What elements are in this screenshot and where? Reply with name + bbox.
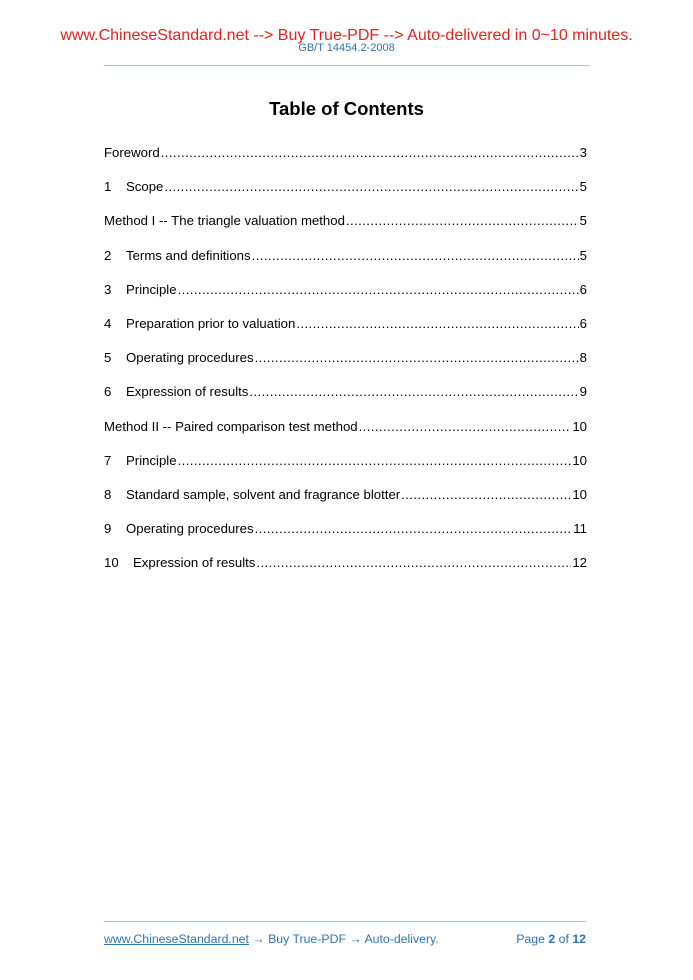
toc-dot-leader [178,452,572,469]
toc-dot-leader [401,486,571,503]
toc-entry-title: Method I -- The triangle valuation method [104,213,345,229]
toc-entry-page: 6 [579,315,587,331]
current-page-number: 2 [548,932,556,946]
header-divider [104,65,590,66]
footer-links [104,932,439,947]
toc-entry-title: Principle [126,452,177,468]
footer-divider [104,921,586,922]
toc-entry-number: 7 [104,452,112,468]
toc-entry[interactable] [104,247,587,281]
toc-entry[interactable] [104,281,587,315]
site-link[interactable]: www.ChineseStandard.net [104,932,249,946]
total-pages-number: 12 [572,932,586,946]
toc-entry-page: 5 [579,179,587,195]
toc-dot-leader [296,315,578,332]
toc-entry[interactable] [104,554,587,588]
toc-entry-page: 12 [572,555,587,571]
toc-entry-title: Principle [126,281,177,297]
toc-entry[interactable] [104,212,587,246]
buy-pdf-text: Buy True-PDF [268,932,346,946]
toc-entry-title: Scope [126,179,164,195]
toc-entry[interactable] [104,486,587,520]
toc-entry[interactable] [104,349,587,383]
toc-entry[interactable] [104,144,587,178]
toc-entry-page: 11 [573,521,587,537]
toc-entry-page: 10 [572,486,587,502]
toc-entry-page: 10 [572,452,587,468]
page-word: Page [516,932,545,946]
toc-entry-title: Expression of results [126,384,249,400]
toc-entry-number: 4 [104,315,112,331]
toc-entry-number: 3 [104,281,112,297]
toc-entry-page: 5 [579,213,587,229]
toc-entry-page: 3 [579,145,587,160]
toc-entry-number: 2 [104,247,112,263]
toc-entry-title: Operating procedures [126,521,254,537]
arrow-right-icon: → [349,932,362,946]
toc-entry-number: 8 [104,486,112,502]
toc-dot-leader [255,520,573,537]
toc-entry-page: 5 [579,247,587,263]
toc-entry[interactable] [104,383,587,417]
toc-entry-number: 10 [104,555,119,571]
arrow-right-icon: → [252,932,265,946]
toc-dot-leader [346,212,579,229]
toc-entry-page: 10 [572,418,587,434]
toc-entry-number: 6 [104,384,112,400]
toc-entry-page: 8 [579,350,587,366]
toc-entry-number: 1 [104,179,112,195]
toc-dot-leader [252,247,579,264]
toc-entry-title: Expression of results [133,555,256,571]
toc-entry[interactable] [104,418,587,452]
toc-dot-leader [249,383,578,400]
toc-entry-number: 5 [104,350,112,366]
toc-entry-title: Preparation prior to valuation [126,315,296,331]
page-indicator [516,932,586,947]
toc-dot-leader [178,281,579,298]
toc-entry-page: 9 [579,384,587,400]
purchase-banner[interactable]: www.ChineseStandard.net --> Buy True-PDF --> Auto-delivered in 0~10 minutes. [60,27,633,44]
toc-entry-title: Foreword [104,145,160,160]
toc-entry-title: Terms and definitions [126,247,251,263]
toc-entry-title: Operating procedures [126,350,254,366]
toc-entry-title: Standard sample, solvent and fragrance blotter [126,486,401,502]
page-title: Table of Contents [269,98,424,120]
toc-entry[interactable] [104,520,587,554]
toc-dot-leader [359,418,572,435]
toc-dot-leader [161,144,579,161]
toc-entry-page: 6 [579,281,587,297]
toc-entry[interactable] [104,452,587,486]
toc-entry[interactable] [104,178,587,212]
toc-dot-leader [256,554,571,571]
toc-entry-title: Method II -- Paired comparison test method [104,418,358,434]
toc-entry-number: 9 [104,521,112,537]
toc-dot-leader [255,349,579,366]
table-of-contents [104,144,587,588]
auto-delivery-text: Auto-delivery. [364,932,439,946]
toc-entry[interactable] [104,315,587,349]
standard-code: GB/T 14454.2-2008 [298,42,395,54]
of-word: of [558,932,569,946]
toc-dot-leader [164,178,578,195]
